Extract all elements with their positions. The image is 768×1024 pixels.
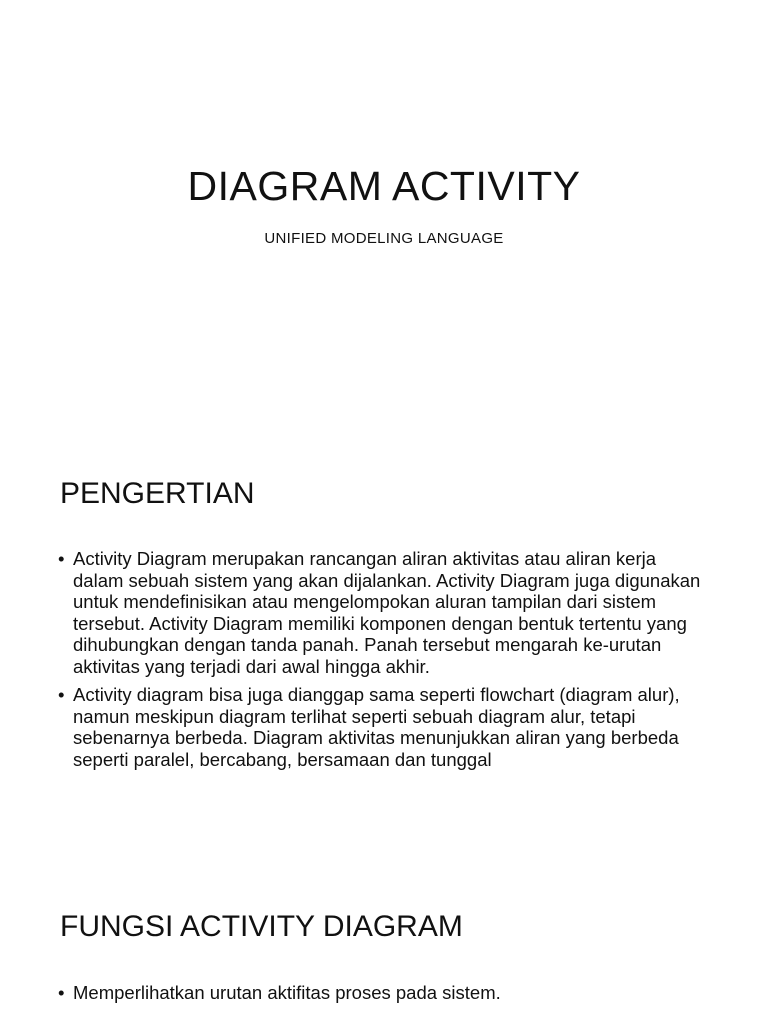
presentation-title: DIAGRAM ACTIVITY [187,163,581,209]
slide-pengertian [0,432,768,864]
slide-heading: PENGERTIAN [60,477,255,510]
bullet-item [58,548,708,677]
presentation-subtitle: UNIFIED MODELING LANGUAGE [264,230,504,247]
bullet-text: Activity Diagram merupakan rancangan aliran aktivitas atau aliran kerja dalam sebuah sistem yang akan dijalankan. Activity Diagram juga digunakan untuk mendefinisikan atau mengelompokan aluran tampilan dari sistem tersebut. Activity Diagram memiliki komponen dengan bentuk tertentu yang dihubungkan dengan tanda panah. Panah tersebut mengarah ke-urutan aktivitas yang terjadi dari awal hingga akhir. [73,548,701,677]
title-slide [0,0,768,432]
bullet-text: Activity diagram bisa juga dianggap sama seperti flowchart (diagram alur), namun meskipun diagram terlihat seperti sebuah diagram alur, tetapi sebenarnya berbeda. Diagram aktivitas menunjukkan aliran yang berbeda seperti paralel, bercabang, bersamaan dan tunggal [73,684,680,770]
bullet-text: Memperlihatkan urutan aktifitas proses pada sistem. [73,982,501,1003]
bullet-dot-icon: • [58,548,65,569]
bullet-dot-icon: • [58,982,65,1003]
bullet-item [58,684,708,770]
bullet-list [58,548,708,777]
slide-fungsi [0,864,768,1024]
bullet-dot-icon: • [58,684,65,705]
slide-heading: FUNGSI ACTIVITY DIAGRAM [60,910,463,943]
bullet-item [58,982,708,1004]
bullet-list [58,982,708,1011]
